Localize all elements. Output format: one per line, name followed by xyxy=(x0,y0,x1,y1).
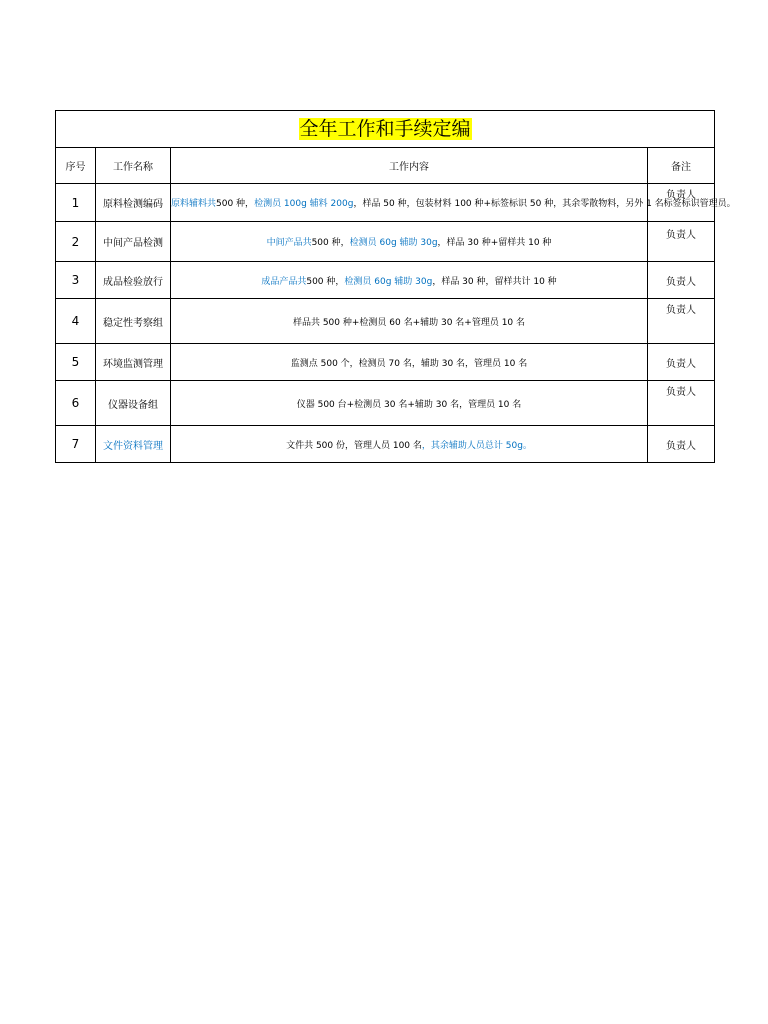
row-name: 原料检测编码 xyxy=(96,184,171,222)
content-segment: 500 种， xyxy=(216,199,255,209)
row-number: 4 xyxy=(56,299,96,344)
row-content xyxy=(171,262,648,299)
table-row xyxy=(56,426,715,463)
row-note: 负责人 xyxy=(648,344,715,381)
title-cell xyxy=(56,111,715,148)
row-number: 3 xyxy=(56,262,96,299)
row-content xyxy=(171,426,648,463)
table-row xyxy=(56,184,715,222)
row-note: 负责人 xyxy=(648,262,715,299)
row-name: 环境监测管理 xyxy=(96,344,171,381)
row-note: 负责人 xyxy=(648,381,715,426)
row-number: 5 xyxy=(56,344,96,381)
table-title: 全年工作和手续定编 xyxy=(299,118,471,140)
content-segment: ，其余辅助人员总计 50g。 xyxy=(421,440,532,451)
table-row xyxy=(56,262,715,299)
table-row xyxy=(56,299,715,344)
content-segment: 检测员 100g 辅料 200g xyxy=(254,199,354,209)
row-number: 6 xyxy=(56,381,96,426)
row-note: 负责人 xyxy=(648,222,715,262)
content-segment: 检测员 60g 辅助 30g xyxy=(344,276,433,287)
row-note: 负责人 xyxy=(648,184,715,222)
header-row xyxy=(56,148,715,184)
content-segment: 500 种， xyxy=(311,238,350,248)
row-number: 2 xyxy=(56,222,96,262)
content-segment: 仪器 500 台+检测员 30 名+辅助 30 名，管理员 10 名 xyxy=(296,399,522,410)
row-content xyxy=(171,381,648,426)
content-segment: 监测点 500 个，检测员 70 名，辅助 30 名，管理员 10 名 xyxy=(290,358,528,369)
content-segment: 检测员 60g 辅助 30g xyxy=(349,238,438,248)
row-number: 7 xyxy=(56,426,96,463)
row-note: 负责人 xyxy=(648,299,715,344)
table-row xyxy=(56,222,715,262)
row-name: 仪器设备组 xyxy=(96,381,171,426)
content-segment: ，样品 30 种+留样共 10 种 xyxy=(437,238,552,248)
table-row xyxy=(56,381,715,426)
header-note: 备注 xyxy=(648,148,715,184)
header-name: 工作名称 xyxy=(96,148,171,184)
row-content xyxy=(171,222,648,262)
row-name: 文件资料管理 xyxy=(96,426,171,463)
content-segment: 成品产品共 xyxy=(261,276,307,287)
row-note: 负责人 xyxy=(648,426,715,463)
content-segment: 文件共 500 份，管理人员 100 名 xyxy=(286,440,422,451)
header-content: 工作内容 xyxy=(171,148,648,184)
row-name: 稳定性考察组 xyxy=(96,299,171,344)
content-segment: 500 种， xyxy=(306,276,345,287)
row-content xyxy=(171,344,648,381)
row-name: 中间产品检测 xyxy=(96,222,171,262)
work-table xyxy=(55,110,736,463)
content-segment: ，样品 50 种，包装材料 100 种+标签标识 50 种，其余零散物料，另外 1 名标签标识管理员。 xyxy=(353,199,736,209)
header-num: 序号 xyxy=(56,148,96,184)
table-row xyxy=(56,344,715,381)
content-segment: 样品共 500 种+检测员 60 名+辅助 30 名+管理员 10 名 xyxy=(292,317,526,328)
title-row xyxy=(56,111,715,148)
row-number: 1 xyxy=(56,184,96,222)
content-segment: ，样品 30 种，留样共计 10 种 xyxy=(432,276,557,287)
row-content xyxy=(171,299,648,344)
row-name: 成品检验放行 xyxy=(96,262,171,299)
content-segment: 原料辅料共 xyxy=(171,199,217,209)
content-segment: 中间产品共 xyxy=(266,238,312,248)
